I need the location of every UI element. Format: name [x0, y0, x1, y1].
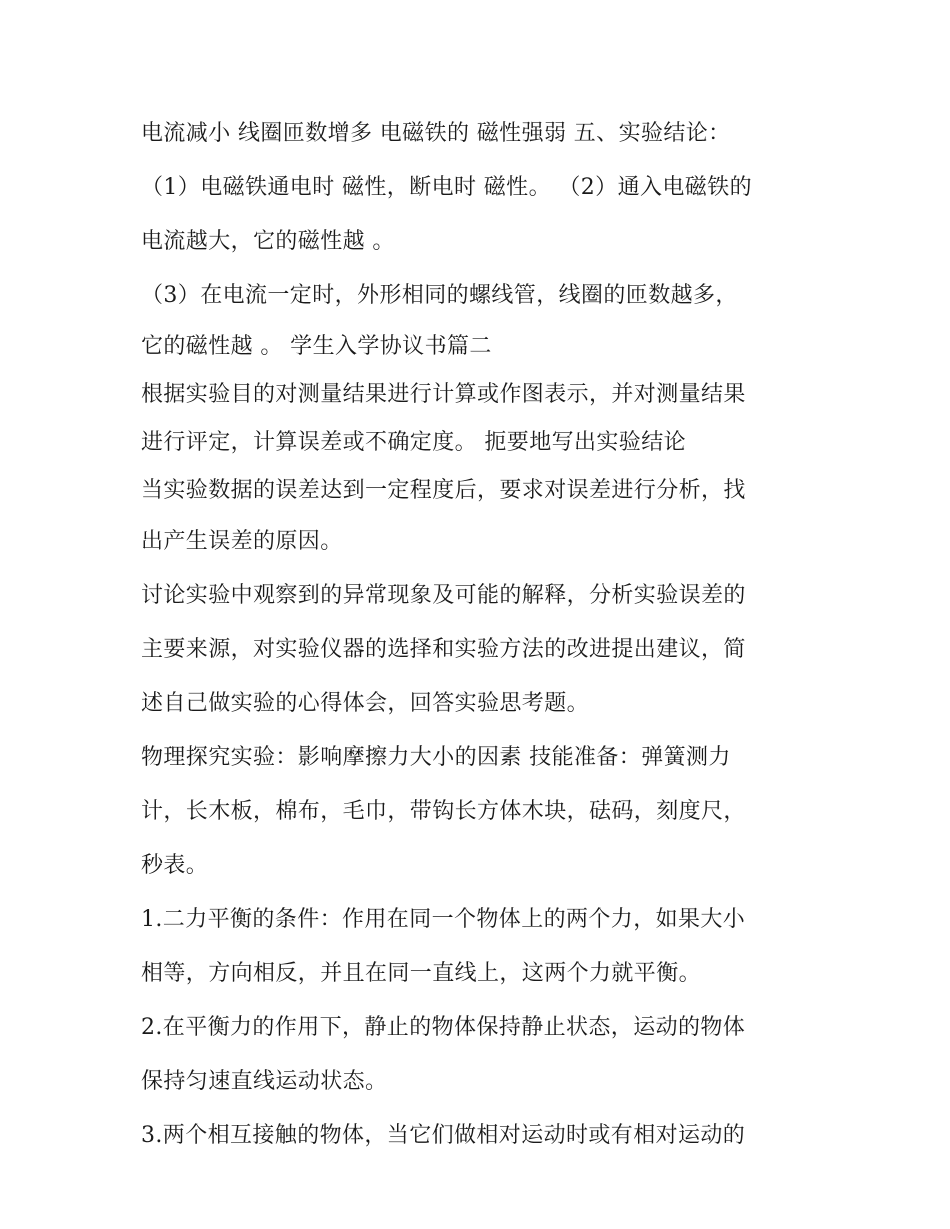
text-line: 电流越大，它的磁性越 。 — [141, 229, 395, 254]
text-line: 根据实验目的对测量结果进行计算或作图表示，并对测量结果 — [141, 382, 746, 407]
text-line: 相等，方向相反，并且在同一直线上，这两个力就平衡。 — [141, 961, 702, 986]
text-line: 保持匀速直线运动状态。 — [141, 1069, 388, 1094]
text-line: 出产生误差的原因。 — [141, 529, 343, 554]
text-line: （1）电磁铁通电时 磁性，断电时 磁性。 （2）通入电磁铁的 — [141, 175, 752, 200]
text-line: 物理探究实验：影响摩擦力大小的因素 技能准备：弹簧测力 — [141, 745, 731, 770]
text-line: 述自己做实验的心得体会，回答实验思考题。 — [141, 691, 590, 716]
text-line: 3.两个相互接触的物体，当它们做相对运动时或有相对运动的 — [141, 1123, 746, 1148]
text-line: 它的磁性越 。 学生入学协议书篇二 — [141, 334, 492, 359]
text-line: 秒表。 — [141, 853, 209, 878]
text-line: 1.二力平衡的条件：作用在同一个物体上的两个力，如果大小 — [141, 907, 746, 932]
text-line: 电流减小 线圈匝数增多 电磁铁的 磁性强弱 五、实验结论： — [141, 121, 731, 146]
text-line: 进行评定，计算误差或不确定度。 扼要地写出实验结论 — [141, 430, 686, 455]
text-line: （3）在电流一定时，外形相同的螺线管，线圈的匝数越多， — [141, 283, 738, 308]
text-line: 主要来源，对实验仪器的选择和实验方法的改进提出建议，简 — [141, 637, 746, 662]
text-line: 当实验数据的误差达到一定程度后，要求对误差进行分析，找 — [141, 478, 746, 503]
text-line: 计，长木板，棉布，毛巾，带钩长方体木块，砝码，刻度尺， — [141, 799, 746, 824]
document-body — [141, 107, 821, 1163]
text-line: 2.在平衡力的作用下，静止的物体保持静止状态，运动的物体 — [141, 1015, 746, 1040]
text-line: 讨论实验中观察到的异常现象及可能的解释，分析实验误差的 — [141, 583, 746, 608]
